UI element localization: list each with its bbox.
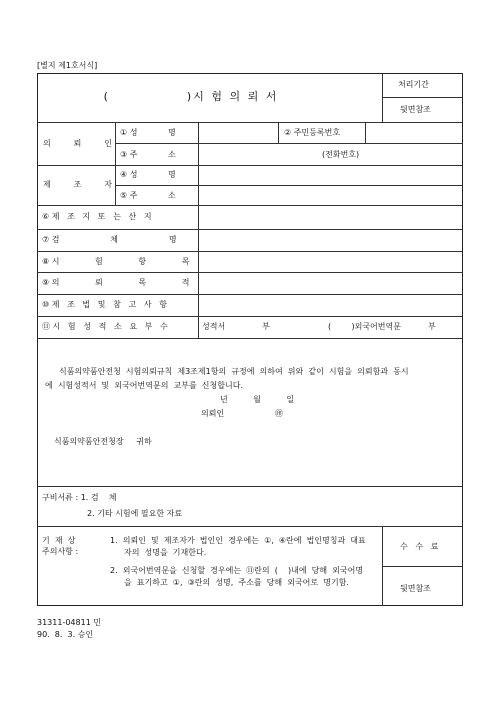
translation-unit: 부: [428, 322, 436, 331]
specimen-name-label: ⑦ 검 체 명: [42, 235, 177, 244]
phone-number-label: (전화번호): [322, 150, 360, 159]
form-label: [별지 제1호서식]: [37, 61, 98, 70]
fee-label: 수 수 료: [400, 542, 439, 551]
requester-label: 의 뢰 인: [43, 139, 112, 148]
note-1-line-1: 1. 의뢰인 및 제조자가 법인인 경우에는 ①, ④란에 법인명칭과 대표: [110, 536, 366, 545]
manufacturer-name-label: ④ 성 명: [120, 170, 176, 179]
attachments-label: 구비서류 : 1. 검 체: [42, 493, 117, 502]
form-title: ( )시 험 의 뢰 서: [103, 90, 279, 103]
note-2-line-2: 을 표기하고 ①, ③란의 성명, 주소를 당해 외국어로 명기함.: [124, 578, 349, 587]
statement-line-2: 에 시험성적서 및 외국어번역문의 교부를 신청합니다.: [45, 381, 243, 390]
requester-sign-label: 의뢰인: [201, 409, 225, 418]
manufacturing-method-label: ⑩ 제 조 법 및 참 고 사 항: [42, 300, 167, 309]
note-1-line-2: 자의 성명을 기재한다.: [124, 548, 207, 557]
form-code: 31311-04811 민: [37, 618, 102, 627]
test-items-label: ⑧ 시 험 항 목: [42, 257, 190, 266]
approval-date: 90. 8. 3. 승인: [37, 630, 94, 639]
processing-period-label: 처리기간: [398, 80, 429, 89]
notes-label-2: 주의사항 :: [42, 547, 79, 556]
notes-label-1: 기 재 상: [42, 536, 76, 545]
date-line: 년 월 일: [220, 395, 295, 404]
addressee: 식품의약품안전청장 귀하: [54, 437, 152, 446]
registration-number-label: ② 주민등록번호: [284, 128, 341, 137]
attachments-item-2: 2. 기타 시험에 필요한 자료: [87, 509, 183, 518]
purpose-label: ⑨ 의 뢰 목 적: [42, 278, 190, 287]
origin-label: ⑥ 제 조 지 또 는 산 지: [42, 212, 152, 221]
requester-name-label: ① 성 명: [120, 128, 176, 137]
requester-address-label: ③ 주 소: [120, 150, 176, 159]
manufacturer-label: 제 조 자: [43, 180, 112, 189]
certificate-label: 성적서: [202, 322, 226, 331]
seal-mark: ㊞: [275, 409, 283, 418]
copies-label: ⑪ 시 험 성 적 소 요 부 수: [42, 322, 168, 331]
note-2-line-1: 2. 외국어번역문을 신청할 경우에는 ⑪란의 ( )내에 당해 외국어명: [110, 566, 364, 575]
statement-line-1: 식품의약품안전청 시험의뢰규칙 제3조제1항의 규정에 의하여 위와 같이 시험을 의뢰함과 동시: [59, 367, 409, 376]
see-back-label: 뒷면참조: [400, 105, 431, 114]
manufacturer-address-label: ⑤ 주 소: [120, 191, 176, 200]
foreign-translation-label: ( )외국어번역문: [328, 322, 401, 331]
certificate-unit: 부: [262, 322, 270, 331]
fee-see-back: 뒷면참조: [400, 584, 431, 593]
